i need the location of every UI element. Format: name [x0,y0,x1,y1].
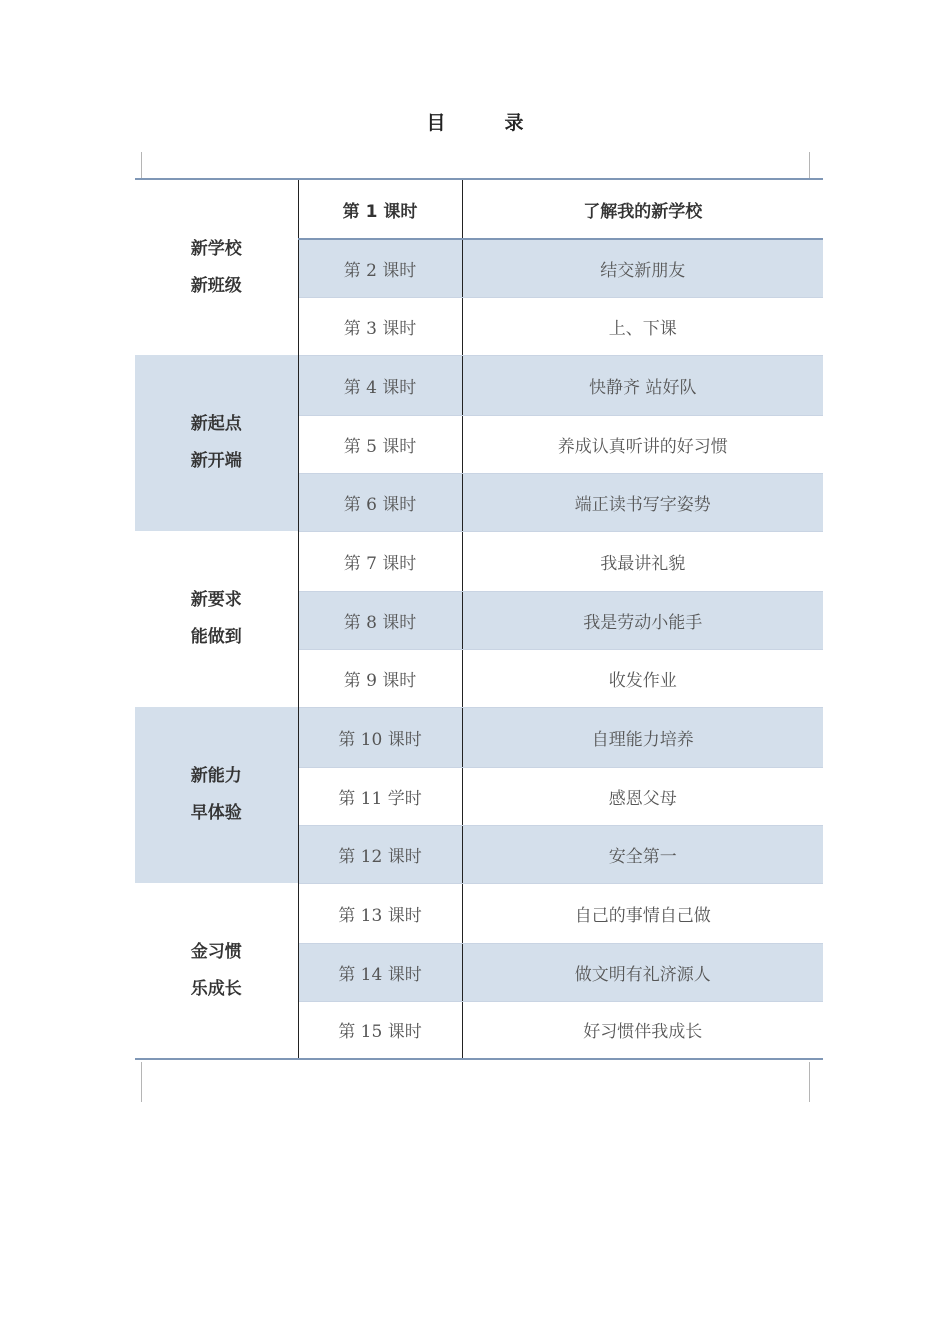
unit-title-line-1: 金习惯 [190,941,242,962]
unit-title-line-2: 新班级 [190,275,242,296]
toc-table [135,178,823,1060]
unit-title [135,355,298,531]
lesson-label: 第 14 课时 [298,943,462,1001]
lesson-topic: 安全第一 [462,825,823,883]
lesson-topic: 了解我的新学校 [462,179,823,239]
toc-row [135,707,823,767]
unit-title-line-2: 能做到 [190,627,242,647]
lesson-label: 第 7 课时 [298,531,462,591]
toc-row [135,179,823,239]
lesson-label: 第 10 课时 [298,707,462,767]
crop-mark-top-left [141,152,142,178]
lesson-label: 第 9 课时 [298,649,462,707]
lesson-label: 第 6 课时 [298,473,462,531]
crop-mark-bottom-right [809,1062,810,1102]
lesson-topic: 上、下课 [462,297,823,355]
lesson-label: 第 11 学时 [298,767,462,825]
lesson-topic: 结交新朋友 [462,239,823,297]
lesson-topic: 快静齐 站好队 [462,355,823,415]
lesson-topic: 自理能力培养 [462,707,823,767]
lesson-label: 第 4 课时 [298,355,462,415]
unit-title-line-2: 新开端 [190,451,242,471]
lesson-label: 第 12 课时 [298,825,462,883]
lesson-topic: 养成认真听讲的好习惯 [462,415,823,473]
lesson-topic: 自己的事情自己做 [462,883,823,943]
unit-title [135,179,298,355]
lesson-label: 第 8 课时 [298,591,462,649]
lesson-topic: 做文明有礼济源人 [462,943,823,1001]
unit-title-line-1: 新能力 [190,766,242,786]
lesson-label: 第 2 课时 [298,239,462,297]
unit-title-line-2: 早体验 [190,803,242,823]
page-title: 目 录 [426,112,544,134]
unit-title [135,707,298,883]
lesson-label: 第 15 课时 [298,1001,462,1059]
unit-title [135,883,298,1059]
toc-body [135,179,823,1059]
lesson-topic: 我最讲礼貌 [462,531,823,591]
lesson-topic: 感恩父母 [462,767,823,825]
crop-mark-top-right [809,152,810,178]
lesson-label: 第 1 课时 [298,179,462,239]
unit-title-line-1: 新要求 [190,590,242,610]
lesson-topic: 我是劳动小能手 [462,591,823,649]
lesson-topic: 端正读书写字姿势 [462,473,823,531]
crop-mark-bottom-left [141,1062,142,1102]
unit-title-line-2: 乐成长 [190,978,242,999]
toc-row [135,883,823,943]
unit-title-line-1: 新起点 [190,414,242,434]
lesson-label: 第 3 课时 [298,297,462,355]
lesson-label: 第 5 课时 [298,415,462,473]
lesson-label: 第 13 课时 [298,883,462,943]
toc-row [135,355,823,415]
lesson-topic: 收发作业 [462,649,823,707]
unit-title-line-1: 新学校 [190,238,242,259]
toc-row [135,531,823,591]
lesson-topic: 好习惯伴我成长 [462,1001,823,1059]
unit-title [135,531,298,707]
